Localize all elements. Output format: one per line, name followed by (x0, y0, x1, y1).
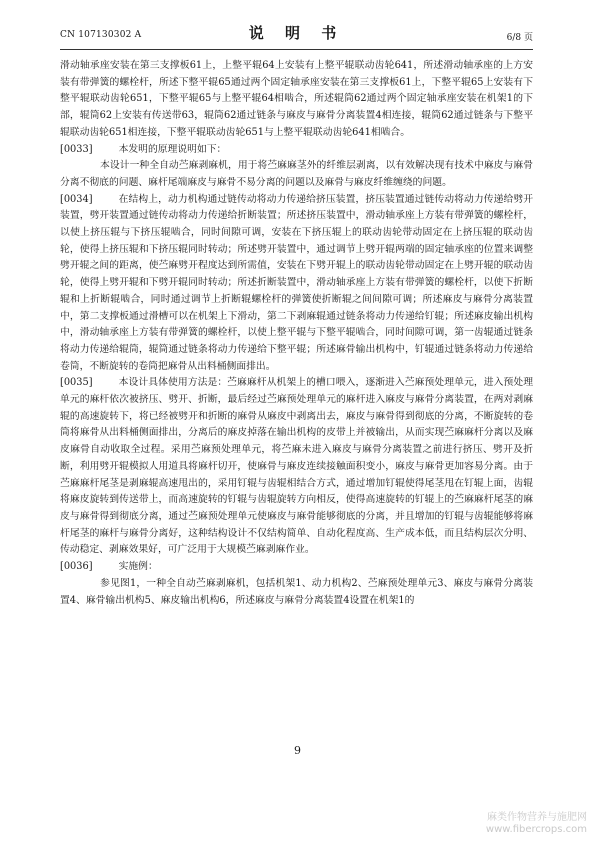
paragraph-text: 滑动轴承座安装在第三支撑板61上，上整平辊64上安装有上整平辊联动齿轮641，所述滑动轴承座的上方安装有带弹簧的螺栓杆，所述下整平辊65通过两个固定轴承座安装在第三支撑板61上，下整平辊65上安装有下整平辊联动齿轮651，下整平辊65与上整平辊64相啮合，所述辊筒62通过两个固定轴承座安装在机架1的下部，辊筒62上安装有传送带63，辊筒62通过链条与麻皮与麻骨分离装置4相连接，辊筒62通过链条与下整平辊联动齿轮651相连接，下整平辊联动齿轮651与上整平辊联动齿轮641相啮合。 (60, 60, 533, 138)
page-number: 9 (294, 744, 301, 757)
paragraph-embodiment (60, 576, 533, 609)
paragraph-number: [0036] (60, 561, 93, 573)
paragraph-0034 (60, 192, 533, 376)
paragraph-text: 实施例： (118, 561, 158, 573)
paragraph-text: 本发明的原理说明如下： (118, 143, 227, 155)
site-watermark (486, 812, 587, 836)
paragraph-text: 参见图1，一种全自动苎麻剥麻机，包括机架1、动力机构2、苎麻预处理单元3、麻皮与麻骨分离装置4、麻骨输出机构5、麻皮输出机构6，所述麻皮与麻骨分离装置4设置在机架1的 (60, 577, 533, 606)
document-body (60, 58, 533, 609)
page-count: 6/8 页 (506, 33, 533, 43)
paragraph-text: 本设计一种全自动苎麻剥麻机，用于将苎麻麻茎外的纤维层剥离，以有效解决现有技术中麻皮与麻骨分离不彻底的问题、麻杆尾端麻皮与麻骨不易分离的问题以及麻骨与麻皮纤维缠绕的问题。 (60, 160, 533, 188)
document-title: 说 明 书 (248, 24, 345, 42)
paragraph-text: 本设计具体使用方法是：苎麻麻杆从机架上的槽口喂入，逐渐进入苎麻预处理单元，进入预处理单元的麻杆依次被挤压、劈开、折断，最后经过苎麻预处理单元的麻杆进入麻皮与麻骨分离装置，在两对剥麻辊的高速旋转下，将已经被劈开和折断的麻骨从麻皮中剥离出去，麻皮与麻骨得到彻底的分离，不断旋转的卷筒将麻骨从出料桶侧面排出，分离后的麻皮掉落在输出机构的皮带上并被输出，从而实现苎麻麻杆分离以及麻皮麻骨自动收取全过程。采用苎麻预处理单元，将苎麻未进入麻皮与麻骨分离装置之前进行挤压、劈开及折断，利用劈开辊模拟人用道具将麻杆切开，使麻骨与麻皮连续接触面积变小，麻皮与麻骨更加容易分离。由于苎麻麻杆尾茎是剥麻辊高速甩出的，采用钉辊与齿辊相结合方式，通过增加钉辊使得尾茎甩在钉辊上面，齿辊将麻皮旋转到传送带上，而高速旋转的钉辊与齿辊旋转方向相反，使得高速旋转的钉辊上的苎麻麻杆尾茎的麻皮与麻骨得到彻底分离，通过苎麻预处理单元使麻皮与麻骨能够彻底的分离，并且增加的钉辊与齿辊能够将麻杆尾茎的麻杆与麻骨分离好，这种结构设计不仅结构简单、自动化程度高、生产成本低，而且结构层次分明、传动稳定、剥麻效果好，可广泛用于大规模苎麻剥麻作业。 (60, 377, 533, 556)
watermark-line: 麻类作物营养与施肥网 (487, 812, 587, 823)
paragraph-principle (60, 158, 533, 191)
page-header (60, 22, 533, 48)
header-rule (60, 49, 533, 50)
paragraph-continuation (60, 58, 533, 142)
paragraph-0035 (60, 375, 533, 559)
watermark-url: www.fibercrops.com (485, 824, 587, 835)
publication-number: CN 107130302 A (60, 30, 142, 40)
paragraph-number: [0035] (60, 377, 93, 389)
paragraph-number: [0033] (60, 143, 93, 155)
paragraph-text: 在结构上，动力机构通过链传动将动力传递给挤压装置，挤压装置通过链传动将动力传递给劈开装置，劈开装置通过链传动将动力传递给折断装置；所述挤压装置中，滑动轴承座上方装有带弹簧的螺栓杆，以使上挤压辊与下挤压辊啮合，同时间隙可调，安装在下挤压辊上的联动齿轮带动固定在上挤压辊的联动齿轮，使得上挤压辊和下挤压辊同时转动；所述劈开装置中，通过调节上劈开辊两端的固定轴承座的位置来调整劈开辊之间的距离，使苎麻劈开程度达到所需值，安装在下劈开辊上的联动齿轮带动固定在上劈开辊的联动齿轮，使得上劈开辊和下劈开辊同时转动；所述折断装置中，滑动轴承座上方装有带弹簧的螺栓杆，以使下折断辊和上折断辊啮合，同时通过调节上折断辊螺栓杆的弹簧使折断辊之间间隙可调；所述麻皮与麻骨分离装置中，第二支撑板通过滑槽可以在机架上下滑动，第二下剥麻辊通过链条将动力传递给钉辊；所述麻皮输出机构中，滑动轴承座上方装有带弹簧的螺栓杆，以使上整平辊与下整平辊啮合，同时间隙可调，第一齿辊通过链条将动力传递给辊筒，辊筒通过链条将动力传递给下整平辊；所述麻骨输出机构中，钉辊通过链条将动力传递给卷筒，不断旋转的卷筒把麻骨从出料桶侧面排出。 (60, 193, 533, 372)
paragraph-0036 (60, 559, 533, 576)
paragraph-number: [0034] (60, 193, 93, 205)
paragraph-0033 (60, 142, 533, 159)
